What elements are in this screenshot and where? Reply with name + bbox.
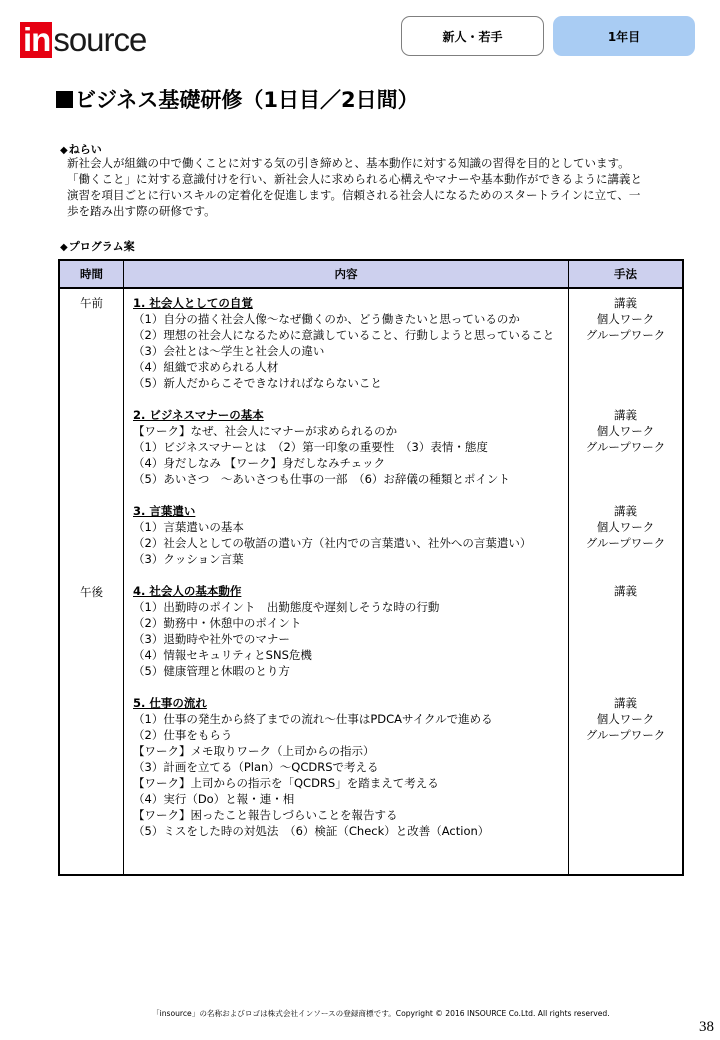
header-time: 時間 — [59, 260, 124, 288]
header-content: 内容 — [124, 260, 569, 288]
content-cell — [124, 288, 569, 875]
section-line: （3）計画を立てる（Plan）～QCDRSで考える — [133, 760, 379, 774]
method-item: 個人ワーク — [596, 712, 655, 726]
method-block-1 — [569, 295, 682, 391]
section-title: 3. 言葉遣い — [133, 504, 196, 518]
section-line: （1）ビジネスマナーとは （2）第一印象の重要性 （3）表情・態度 — [133, 440, 488, 454]
method-item: 講義 — [614, 504, 637, 518]
table-header-row — [59, 260, 683, 288]
method-item: グループワーク — [585, 328, 666, 342]
diamond-bullet-icon: ◆ — [60, 145, 68, 156]
method-item: グループワーク — [585, 728, 666, 742]
section-title: 5. 仕事の流れ — [133, 696, 207, 710]
section-line: 【ワーク】なぜ、社会人にマナーが求められるのか — [133, 424, 398, 438]
section-line: （2）仕事をもらう — [133, 728, 233, 742]
section-line: （1）自分の描く社会人像～なぜ働くのか、どう働きたいと思っているのか — [133, 312, 520, 326]
section-1 — [133, 295, 568, 391]
aim-heading-text: ねらい — [68, 143, 102, 156]
logo-prefix: in — [20, 22, 52, 58]
section-4 — [133, 583, 568, 679]
aim-line: 新社会人が組織の中で働くことに対する気の引き締めと、基本動作に対する知識の習得を目的としています。 — [67, 156, 630, 170]
time-cell — [59, 288, 124, 875]
logo-suffix: source — [53, 21, 147, 58]
aim-line: 演習を項目ごとに行いスキルの定着化を促進します。信頼される社会人になるためのスタートラインに立て、一 — [67, 188, 641, 202]
section-line: （2）社会人としての敬語の遣い方（社内での言葉遣い、社外への言葉遣い） — [133, 536, 532, 550]
method-item: 講義 — [614, 696, 637, 710]
program-table — [58, 259, 684, 876]
method-item: 講義 — [614, 296, 637, 310]
section-line: （4）身だしなみ 【ワーク】身だしなみチェック — [133, 456, 386, 470]
section-5 — [133, 695, 568, 839]
section-title: 1. 社会人としての自覚 — [133, 296, 253, 310]
section-line: （3）クッション言葉 — [133, 552, 244, 566]
page-number: 38 — [699, 1019, 714, 1035]
method-block-3 — [569, 503, 682, 567]
program-heading-text: プログラム案 — [68, 240, 135, 253]
header-method: 手法 — [569, 260, 684, 288]
table-row — [59, 288, 683, 875]
section-line: （2）理想の社会人になるために意識していること、行動しようと思っていること — [133, 328, 555, 342]
method-cell — [569, 288, 684, 875]
section-line: （4）組織で求められる人材 — [133, 360, 279, 374]
section-title: 2. ビジネスマナーの基本 — [133, 408, 264, 422]
method-block-4 — [569, 583, 682, 679]
audience-tag: 新人・若手 — [401, 16, 544, 56]
year-tag: 1年目 — [553, 16, 695, 56]
section-line: （5）新人だからこそできなければならないこと — [133, 376, 382, 390]
section-title: 4. 社会人の基本動作 — [133, 584, 242, 598]
section-line: 【ワーク】メモ取りワーク（上司からの指示） — [133, 744, 375, 758]
section-line: （5）健康管理と休暇のとり方 — [133, 664, 290, 678]
section-3 — [133, 503, 568, 567]
section-line: （1）言葉遣いの基本 — [133, 520, 244, 534]
section-line: 【ワーク】上司からの指示を「QCDRS」を踏まえて考える — [133, 776, 439, 790]
section-line: （3）退勤時や社外でのマナー — [133, 632, 290, 646]
section-line: （5）ミスをした時の対処法 （6）検証（Check）と改善（Action） — [133, 824, 490, 838]
section-line: 【ワーク】困ったこと報告しづらいことを報告する — [133, 808, 398, 822]
method-block-2 — [569, 407, 682, 487]
section-line: （1）仕事の発生から終了までの流れ～仕事はPDCAサイクルで進める — [133, 712, 493, 726]
method-item: 個人ワーク — [596, 424, 655, 438]
section-line: （2）勤務中・休憩中のポイント — [133, 616, 302, 630]
section-line: （5）あいさつ ～あいさつも仕事の一部 （6）お辞儀の種類とポイント — [133, 472, 510, 486]
method-item: グループワーク — [585, 440, 666, 454]
aim-body — [67, 155, 677, 219]
company-logo — [20, 22, 146, 58]
page-title — [56, 84, 419, 114]
time-morning: 午前 — [80, 296, 103, 310]
program-heading — [60, 238, 135, 254]
section-2 — [133, 407, 568, 487]
method-item: 個人ワーク — [596, 312, 655, 326]
section-line: （4）実行（Do）と報・連・相 — [133, 792, 295, 806]
time-afternoon: 午後 — [80, 585, 103, 599]
method-item: 個人ワーク — [596, 520, 655, 534]
diamond-bullet-icon: ◆ — [60, 242, 68, 253]
copyright-footer: 「insource」の名称およびロゴは株式会社インソースの登録商標です。Copyright © 2016 INSOURCE Co.Ltd. All rights reserved. — [152, 1009, 610, 1018]
section-line: （4）情報セキュリティとSNS危機 — [133, 648, 312, 662]
method-block-5 — [569, 695, 682, 743]
section-line: （1）出勤時のポイント 出勤態度や遅刻しそうな時の行動 — [133, 600, 440, 614]
method-item: 講義 — [614, 408, 637, 422]
aim-line: 歩を踏み出す際の研修です。 — [67, 204, 216, 218]
aim-line: 「働くこと」に対する意識付けを行い、新社会人に求められる心構えやマナーや基本動作ができるように講義と — [67, 172, 642, 186]
method-item: 講義 — [614, 584, 637, 598]
square-bullet-icon — [56, 91, 73, 108]
method-item: グループワーク — [585, 536, 666, 550]
page-title-text: ビジネス基礎研修（1日目／2日間） — [75, 88, 419, 112]
section-line: （3）会社とは～学生と社会人の違い — [133, 344, 325, 358]
